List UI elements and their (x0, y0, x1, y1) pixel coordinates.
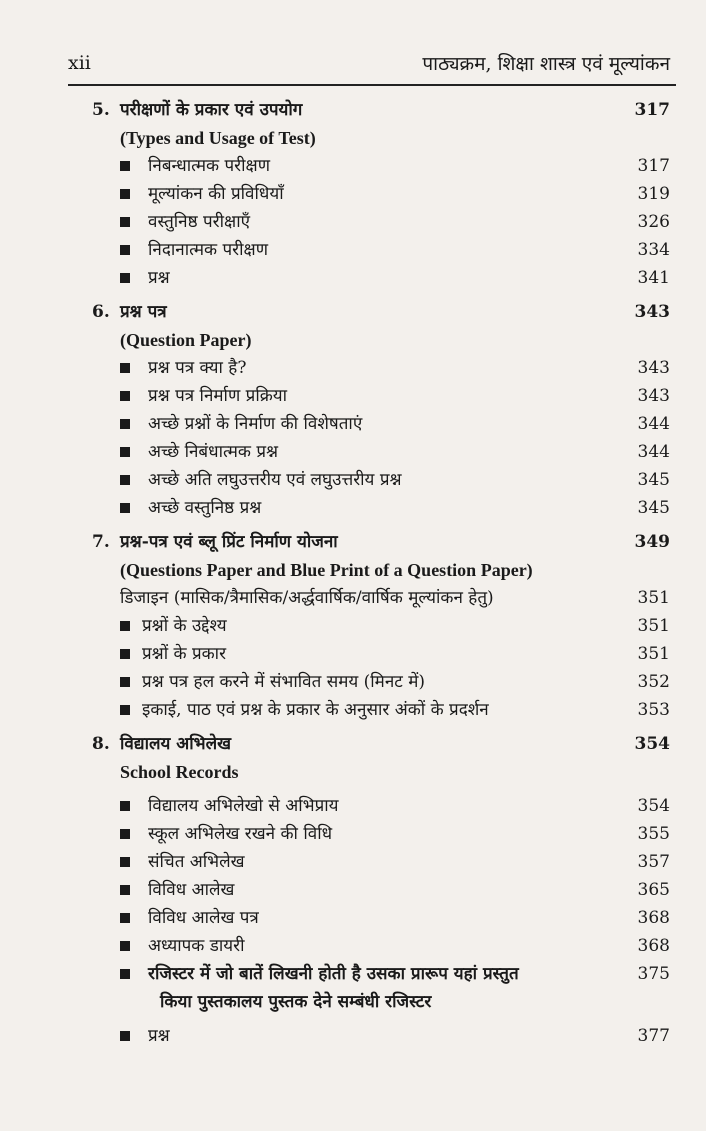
toc-item: स्कूल अभिलेख रखने की विधि 355 (0, 820, 706, 848)
bullet-icon (120, 363, 130, 373)
section-page: 354 (634, 734, 670, 754)
toc-item: रजिस्टर में जो बातें लिखनी होती है उसका प्रारूप यहां प्रस्तुत 375 (0, 960, 706, 988)
bullet-icon (120, 161, 130, 171)
toc-item: संचित अभिलेख 357 (0, 848, 706, 876)
toc-item: विद्यालय अभिलेखो से अभिप्राय 354 (0, 792, 706, 820)
bullet-icon (120, 801, 130, 811)
design-line: डिजाइन (मासिक/त्रैमासिक/अर्द्धवार्षिक/वार्षिक मूल्यांकन हेतु) 351 (0, 584, 706, 612)
section-title: परीक्षणों के प्रकार एवं उपयोग (120, 100, 303, 120)
bullet-icon (120, 829, 130, 839)
toc-item: निबन्धात्मक परीक्षण 317 (0, 152, 706, 180)
bullet-icon (120, 419, 130, 429)
table-of-contents (0, 96, 706, 1050)
bullet-icon (120, 941, 130, 951)
bullet-icon (120, 621, 130, 631)
toc-item: अध्यापक डायरी 368 (0, 932, 706, 960)
bullet-icon (120, 447, 130, 457)
section-heading (0, 730, 706, 758)
bullet-icon (120, 1031, 130, 1041)
bullet-icon (120, 475, 130, 485)
bullet-icon (120, 913, 130, 923)
item-page: 353 (637, 700, 670, 720)
item-page: 345 (637, 470, 670, 490)
toc-item: वस्तुनिष्ठ परीक्षाएँ 326 (0, 208, 706, 236)
item-page: 355 (637, 824, 670, 844)
bullet-icon (120, 969, 130, 979)
section-title: विद्यालय अभिलेख (120, 734, 232, 754)
toc-section-6 (0, 298, 706, 522)
toc-section-7 (0, 528, 706, 724)
bullet-icon (120, 273, 130, 283)
section-title: प्रश्न पत्र (120, 302, 167, 322)
item-page: 344 (637, 414, 670, 434)
bullet-icon (120, 885, 130, 895)
bullet-icon (120, 391, 130, 401)
item-page: 351 (637, 588, 670, 608)
bullet-icon (120, 503, 130, 513)
toc-item: प्रश्न पत्र निर्माण प्रक्रिया 343 (0, 382, 706, 410)
toc-item: प्रश्न पत्र क्या है? 343 (0, 354, 706, 382)
section-title: प्रश्न-पत्र एवं ब्लू प्रिंट निर्माण योजना (120, 532, 338, 552)
toc-item: प्रश्नों के उद्देश्य 351 (0, 612, 706, 640)
item-page: 317 (637, 156, 670, 176)
section-heading (0, 96, 706, 124)
item-page: 368 (637, 908, 670, 928)
bullet-icon (120, 189, 130, 199)
section-heading (0, 298, 706, 326)
toc-item: निदानात्मक परीक्षण 334 (0, 236, 706, 264)
toc-item: प्रश्नों के प्रकार 351 (0, 640, 706, 668)
item-page: 365 (637, 880, 670, 900)
running-header-title: पाठ्यक्रम, शिक्षा शास्त्र एवं मूल्यांकन (422, 53, 670, 75)
bullet-icon (120, 649, 130, 659)
section-page: 343 (634, 302, 670, 322)
bullet-icon (120, 245, 130, 255)
item-page: 319 (637, 184, 670, 204)
section-heading (0, 528, 706, 556)
item-page: 334 (637, 240, 670, 260)
item-page: 375 (637, 964, 670, 984)
header-rule (68, 84, 676, 86)
section-page: 349 (634, 532, 670, 552)
bullet-icon (120, 677, 130, 687)
item-page: 345 (637, 498, 670, 518)
bullet-icon (120, 705, 130, 715)
toc-section-5 (0, 96, 706, 292)
toc-item: अच्छे अति लघुउत्तरीय एवं लघुउत्तरीय प्रश्न 345 (0, 466, 706, 494)
item-page: 344 (637, 442, 670, 462)
item-page: 351 (637, 644, 670, 664)
bullet-icon (120, 217, 130, 227)
toc-item: अच्छे वस्तुनिष्ठ प्रश्न 345 (0, 494, 706, 522)
section-subtitle: School Records (120, 762, 239, 782)
section-subtitle: (Types and Usage of Test) (120, 128, 316, 148)
section-page: 317 (634, 100, 670, 120)
section-number: 7. (92, 532, 110, 552)
item-page: 343 (637, 358, 670, 378)
toc-item: प्रश्न 377 (0, 1022, 706, 1050)
toc-item-continuation: किया पुस्तकालय पुस्तक देने सम्बंधी रजिस्टर (160, 992, 432, 1012)
item-page: 357 (637, 852, 670, 872)
section-number: 5. (92, 100, 110, 120)
toc-item: प्रश्न पत्र हल करने में संभावित समय (मिनट में) 352 (0, 668, 706, 696)
item-page: 343 (637, 386, 670, 406)
toc-item: मूल्यांकन की प्रविधियाँ 319 (0, 180, 706, 208)
toc-item: विविध आलेख 365 (0, 876, 706, 904)
section-number: 6. (92, 302, 110, 322)
section-number: 8. (92, 734, 110, 754)
toc-section-8 (0, 730, 706, 1050)
item-page: 354 (637, 796, 670, 816)
toc-item: अच्छे निबंधात्मक प्रश्न 344 (0, 438, 706, 466)
item-page: 352 (637, 672, 670, 692)
bullet-icon (120, 857, 130, 867)
toc-item: अच्छे प्रश्नों के निर्माण की विशेषताएं 344 (0, 410, 706, 438)
page-number: xii (68, 52, 91, 74)
item-page: 341 (637, 268, 670, 288)
item-page: 377 (637, 1026, 670, 1046)
item-page: 326 (637, 212, 670, 232)
section-subtitle: (Questions Paper and Blue Print of a Question Paper) (120, 560, 533, 580)
item-page: 368 (637, 936, 670, 956)
item-page: 351 (637, 616, 670, 636)
toc-item: प्रश्न 341 (0, 264, 706, 292)
toc-item: विविध आलेख पत्र 368 (0, 904, 706, 932)
toc-item: इकाई, पाठ एवं प्रश्न के प्रकार के अनुसार अंकों के प्रदर्शन 353 (0, 696, 706, 724)
section-subtitle: (Question Paper) (120, 330, 252, 350)
